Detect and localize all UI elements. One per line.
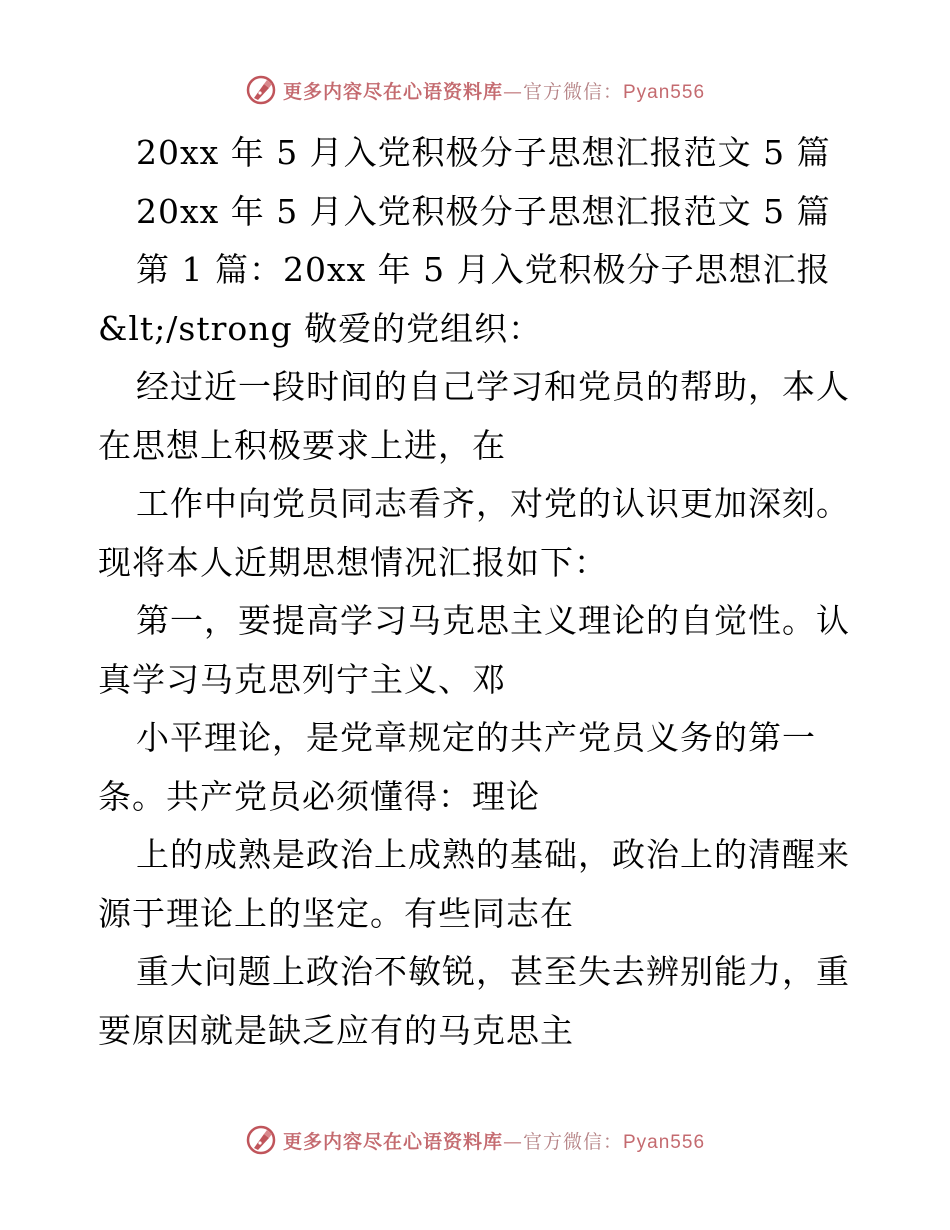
paragraph-line: 真学习马克思列宁主义、邓 [98,659,506,699]
header-wechat-id: Pyan556 [623,81,706,103]
paragraph-line: 小平理论，是党章规定的共产党员义务的第一 [136,718,816,757]
header-separator: — [502,80,523,103]
paragraph-line: 在思想上积极要求上进，在 [98,425,506,465]
paragraph-line: 工作中向党员同志看齐，对党的认识更加深刻。 [136,484,850,523]
header-brand-text: 更多内容尽在心语资料库 [282,80,503,103]
salutation-line: &lt;/strong 敬爱的党组织： [98,308,543,348]
pen-nib-logo-icon [245,1124,277,1156]
footer-banner-text [283,1127,705,1154]
header-banner [0,70,950,110]
footer-banner [0,1120,950,1160]
paragraph-line: 要原因就是缺乏应有的马克思主 [98,1010,574,1050]
paragraph-line: 第一，要提高学习马克思主义理论的自觉性。认 [136,601,850,640]
footer-wechat-id: Pyan556 [623,1131,706,1153]
footer-wechat-label: 官方微信： [522,1130,623,1153]
document-title-line: 20xx 年 5 月入党积极分子思想汇报范文 5 篇 [136,191,831,231]
paragraph-line: 条。共产党员必须懂得：理论 [98,776,540,816]
paragraph-line: 重大问题上政治不敏锐，甚至失去辨别能力，重 [136,952,850,991]
paragraph-line: 现将本人近期思想情况汇报如下： [98,542,608,582]
header-banner-text [283,77,705,104]
pen-nib-logo-icon [245,74,277,106]
paragraph-line: 源于理论上的坚定。有些同志在 [98,893,574,933]
footer-separator: — [502,1130,523,1153]
document-body [98,124,858,1060]
section-heading-line: 第 1 篇：20xx 年 5 月入党积极分子思想汇报 [136,250,831,289]
header-wechat-label: 官方微信： [522,80,623,103]
footer-brand-text: 更多内容尽在心语资料库 [282,1130,503,1153]
document-title-line: 20xx 年 5 月入党积极分子思想汇报范文 5 篇 [136,133,831,172]
paragraph-line: 上的成熟是政治上成熟的基础，政治上的清醒来 [136,835,850,874]
paragraph-line: 经过近一段时间的自己学习和党员的帮助，本人 [136,367,850,406]
